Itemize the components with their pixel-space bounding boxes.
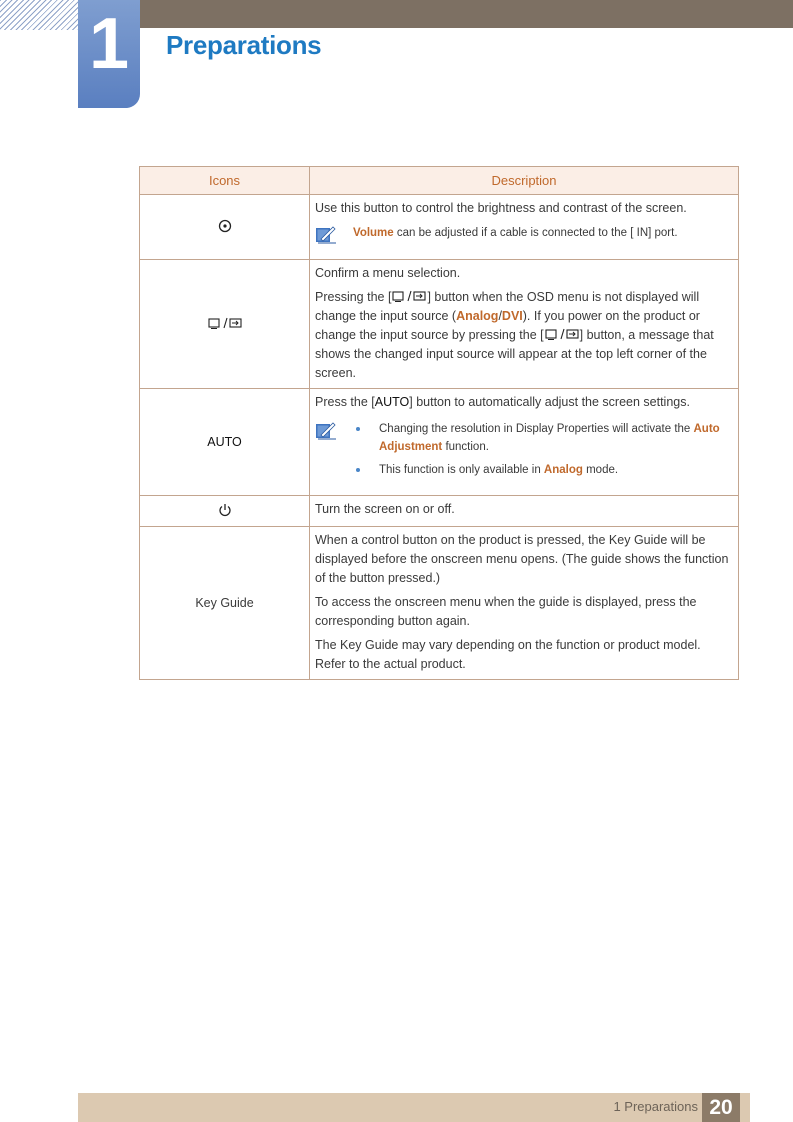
icon-cell [140,389,310,496]
icon-cell [140,195,310,260]
description-text [315,288,732,383]
description-text: Turn the screen on or off. [315,502,455,516]
source-enter-icon [544,328,580,341]
power-icon [218,503,232,517]
note-keyword-volume: Volume [353,227,394,239]
description-cell [310,195,739,260]
description-cell [310,527,739,680]
header-icons: Icons [140,167,310,195]
description-text: The Key Guide may vary depending on the function or product model. Refer to the actual product. [315,638,701,671]
note-bullets [353,420,732,484]
corner-hatch-decoration [0,0,78,30]
header-description: Description [310,167,739,195]
source-enter-icon [391,290,427,303]
chapter-number: 1 [88,4,130,84]
description-text: To access the onscreen menu when the guide is displayed, press the corresponding button again. [315,595,697,628]
footer-bar [78,1093,750,1122]
text-run: mode. [582,464,619,476]
controls-table [139,166,739,680]
list-item [353,420,732,456]
circle-dot-icon [218,219,232,233]
table-row [140,496,739,527]
chapter-title: Preparations [166,30,322,60]
description-text: Confirm a menu selection. [315,266,461,280]
note-pencil-icon [315,420,337,440]
table-row [140,195,739,260]
text-run: function. [442,441,489,453]
table-row [140,389,739,496]
icon-cell [140,527,310,680]
note-text [353,224,678,243]
description-cell [310,389,739,496]
text-run: ] button, a message that shows the changed input source will appear at the top left corner of the screen. [315,328,714,380]
keyword-analog: Analog [456,309,499,323]
key-guide-label: Key Guide [195,596,254,610]
icon-cell [140,496,310,527]
auto-label: AUTO [207,435,242,449]
text-run: Pressing the [ [315,290,392,304]
text-run: ] button when the OSD menu is not displayed will change the input source ( [315,290,700,323]
description-text: When a control button on the product is pressed, the Key Guide will be displayed before the onscreen menu opens. (The guide shows the function of the button pressed.) [315,533,729,585]
text-run: Press the [ [315,395,375,409]
description-text: Use this button to control the brightness and contrast of the screen. [315,201,687,215]
source-enter-icon [207,316,243,330]
description-cell [310,260,739,389]
keyword-dvi: DVI [501,309,523,323]
note-pencil-icon [315,224,337,244]
table-header-row [140,167,739,195]
keyword-auto-adjustment: Auto Adjustment [379,423,720,453]
icon-cell [140,260,310,389]
chapter-tab [78,0,140,108]
text-run: Changing the resolution in Display Properties will activate the [379,423,694,435]
description-cell [310,496,739,527]
list-item [353,461,732,479]
table-row [140,260,739,389]
text-run: ] button to automatically adjust the screen settings. [409,395,690,409]
note [315,420,732,484]
footer-section: 1 Preparations [613,1099,698,1114]
note-body: can be adjusted if a cable is connected to the [ IN] port. [393,227,678,239]
text-run: ). If you power on the product or change the input source by pressing the [ [315,309,700,342]
header-bar [78,0,793,28]
auto-inline-label: AUTO [374,395,410,409]
text-run: / [498,309,502,323]
page-number: 20 [702,1093,740,1122]
note [315,224,732,244]
description-text [315,393,732,412]
text-run: This function is only available in [379,464,544,476]
table-row [140,527,739,680]
keyword-analog: Analog [543,464,583,476]
